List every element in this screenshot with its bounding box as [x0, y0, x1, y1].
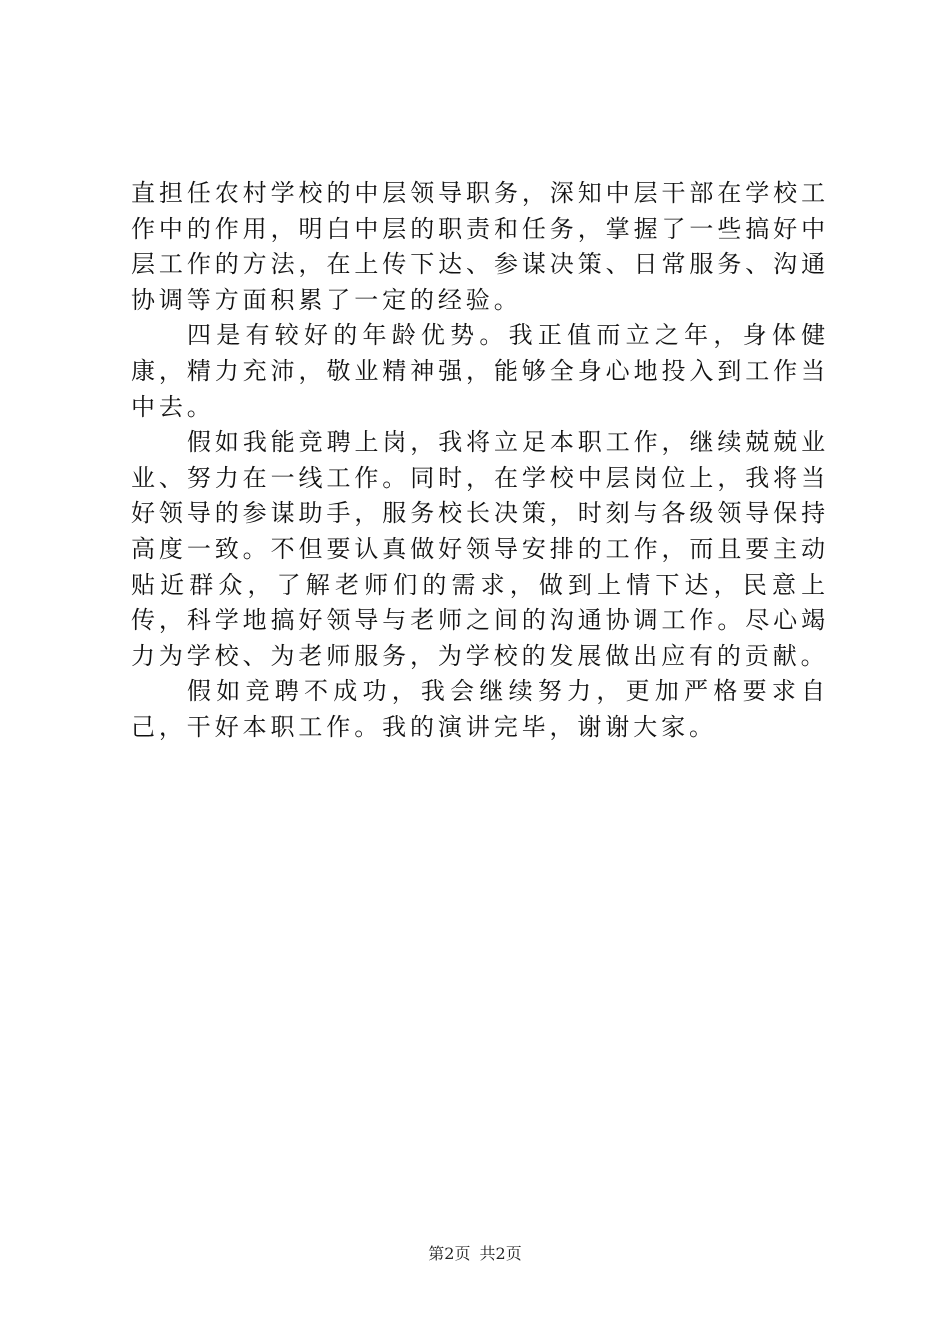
document-body — [131, 176, 829, 746]
page-footer — [0, 1243, 950, 1265]
page-number: 第2页 — [428, 1244, 471, 1263]
paragraph-continuation: 直担任农村学校的中层领导职务，深知中层干部在学校工作中的作用，明白中层的职责和任务，掌握了一些搞好中层工作的方法，在上传下达、参谋决策、日常服务、沟通协调等方面积累了一定的经验。 — [131, 179, 829, 314]
paragraph-if-not-hired: 假如竞聘不成功，我会继续努力，更加严格要求自己，干好本职工作。我的演讲完毕，谢谢大家。 — [131, 677, 829, 741]
paragraph-if-hired: 假如我能竞聘上岗，我将立足本职工作，继续兢兢业业、努力在一线工作。同时，在学校中层岗位上，我将当好领导的参谋助手，服务校长决策，时刻与各级领导保持高度一致。不但要认真做好领导安排的工作，而且要主动贴近群众，了解老师们的需求，做到上情下达，民意上传，科学地搞好领导与老师之间的沟通协调工作。尽心竭力为学校、为老师服务，为学校的发展做出应有的贡献。 — [131, 428, 829, 670]
page-total: 共2页 — [479, 1244, 522, 1263]
paragraph-age-advantage: 四是有较好的年龄优势。我正值而立之年，身体健康，精力充沛，敬业精神强，能够全身心地投入到工作当中去。 — [131, 321, 829, 421]
